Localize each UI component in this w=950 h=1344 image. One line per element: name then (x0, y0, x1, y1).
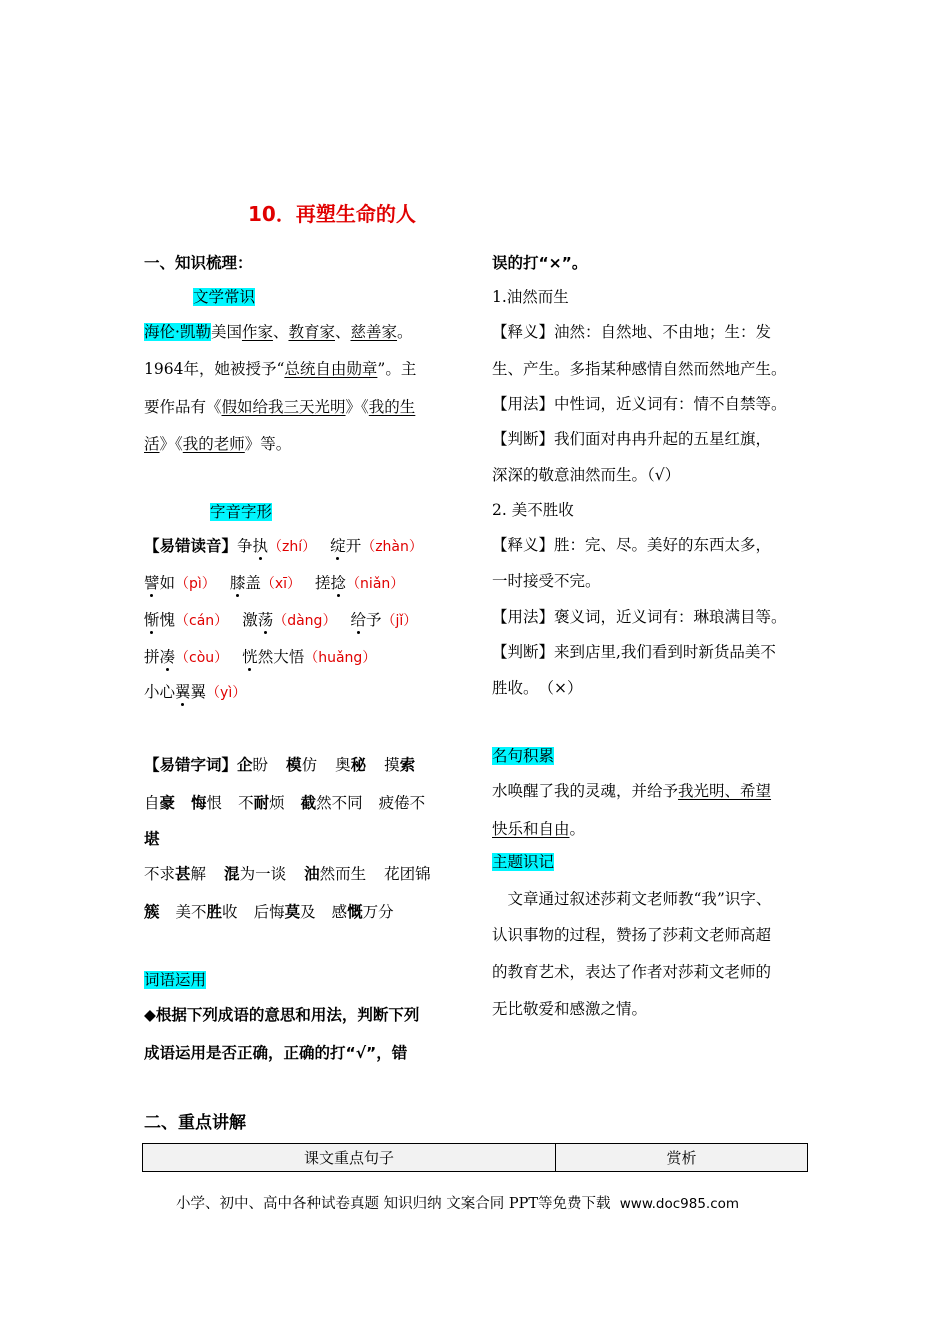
idiom2-judge-1: 【判断】来到店里,我们看到时新货品美不 (492, 643, 776, 661)
bold-char: 企 (237, 756, 253, 774)
dotted-char: 恍 (242, 648, 258, 666)
vocab-instruction-3: 误的打“×”。 (492, 254, 588, 272)
char-item (144, 903, 160, 921)
pron-item: 恍然大悟（huǎng） (242, 648, 377, 666)
pinyin: （jǐ） (381, 613, 418, 629)
dotted-char: 膝 (229, 574, 246, 592)
phonetics-label: 字音字形 (210, 503, 273, 521)
theme-line-4: 无比敬爱和感激之情。 (492, 1000, 648, 1018)
pron-item: 譬如（pì） (144, 574, 216, 592)
footer-website: www.doc985.com (619, 1196, 740, 1212)
pinyin: （dàng） (273, 613, 337, 629)
literature-label: 文学常识 (193, 288, 256, 306)
pinyin: （còu） (175, 650, 229, 666)
pinyin: （zhàn） (361, 539, 423, 555)
author-bio-line2: 1964年，她被授予“总统自由勋章”。主 (144, 360, 417, 378)
char-item: 感慨万分 (331, 903, 394, 921)
theme-line-3: 的教育艺术，表达了作者对莎莉文老师的 (492, 963, 772, 981)
bold-char: 索 (399, 756, 416, 774)
table-header-analysis: 赏析 (556, 1144, 808, 1172)
key-points-table (142, 1143, 808, 1172)
char-item: 不耐烦 (238, 794, 285, 812)
author-bio-line3: 要作品有《假如给我三天光明》《我的生 (144, 398, 416, 416)
bold-char: 莫 (284, 903, 301, 921)
pron-item: 搓捻（niǎn） (315, 574, 405, 592)
char-item: 油然而生 (304, 865, 367, 883)
pron-item: 激荡（dàng） (242, 611, 337, 629)
theme-line-1: 文章通过叙述莎莉文老师教“我”识字、 (492, 890, 772, 908)
section1-heading: 一、知识梳理： (144, 254, 253, 272)
pron-item: 小心翼翼（yì） (144, 683, 247, 701)
char-item: 自豪 (144, 794, 176, 812)
vocab-label: 词语运用 (144, 971, 207, 989)
pron-item: 给予（jǐ） (350, 611, 418, 629)
char-row-2 (144, 792, 425, 814)
pron-row-4 (144, 646, 376, 669)
dotted-char: 执 (252, 537, 269, 555)
bold-char: 豪 (159, 794, 176, 812)
pron-item: 拼凑（còu） (144, 648, 229, 666)
pron-item: 膝盖（xī） (229, 574, 302, 592)
dotted-char: 捻 (330, 574, 347, 592)
dotted-char: 给 (350, 611, 366, 629)
char-item: 奥秘 (335, 756, 367, 774)
pron-item: 绽开（zhàn） (330, 537, 423, 555)
bold-char: 模 (286, 756, 302, 774)
char-row-1: 【易错字词】企盼 模仿 奥秘 摸索 (144, 756, 416, 774)
theme-line-2: 认识事物的过程，赞扬了莎莉文老师高超 (492, 926, 772, 944)
pron-row-1: 【易错读音】争执（zhí） 绽开（zhàn） (144, 537, 423, 555)
bold-char: 耐 (253, 794, 270, 812)
author-name: 海伦·凯勒 (144, 323, 211, 341)
char-item: 模仿 (286, 756, 318, 774)
author-bio-line4: 活》《我的老师》等。 (144, 435, 292, 453)
idiom1-judge-2: 深深的敬意油然而生。（√） (492, 466, 681, 484)
pinyin: （pì） (175, 576, 216, 592)
pron-item: 惭愧（cán） (144, 611, 229, 629)
quote-line-2: 快乐和自由。 (492, 820, 586, 838)
char-item: 美不胜收 (175, 903, 238, 921)
dotted-char: 绽 (330, 537, 346, 555)
bold-char: 慨 (347, 903, 363, 921)
pinyin: （cán） (175, 613, 229, 629)
bold-char: 簇 (144, 903, 160, 921)
idiom2-judge-2: 胜收。 （×） (492, 679, 583, 697)
author-bio-line1: 海伦·凯勒美国作家、教育家、慈善家。 (144, 323, 413, 341)
char-item: 花团锦 (384, 865, 431, 883)
idiom1-usage: 【用法】中性词，近义词有：情不自禁等。 (492, 395, 787, 413)
char-item: 混为一谈 (224, 865, 287, 883)
idiom1-judge-1: 【判断】我们面对冉冉升起的五星红旗， (492, 430, 772, 448)
bold-char: 秘 (350, 756, 367, 774)
dotted-char: 惭 (144, 611, 160, 629)
char-item: 摸索 (384, 756, 416, 774)
char-item: 疲倦不 (378, 794, 426, 812)
quote-line-1: 水唤醒了我的灵魂，并给予我光明、希望 (492, 782, 772, 800)
theme-label: 主题识记 (492, 853, 555, 871)
pinyin: （zhí） (268, 539, 317, 555)
pinyin: （niǎn） (346, 576, 405, 592)
dotted-char: 荡 (257, 611, 274, 629)
vocab-instruction-2: 成语运用是否正确，正确的打“√”，错 (144, 1044, 408, 1062)
bold-char: 油 (304, 865, 320, 883)
pron-row-3 (144, 609, 417, 632)
char-item: 企盼 (237, 756, 269, 774)
idiom2-usage: 【用法】褒义词，近义词有：琳琅满目等。 (492, 608, 787, 626)
quote-label: 名句积累 (492, 747, 555, 765)
pron-row-2 (144, 572, 404, 595)
pinyin: （xī） (260, 576, 302, 592)
char-row-2-wrap: 堪 (144, 830, 160, 848)
pinyin: （yì） (206, 685, 247, 701)
char-item: 悔恨 (191, 794, 223, 812)
dotted-char: 譬 (144, 574, 160, 592)
dotted-char: 翼 (175, 683, 191, 701)
footer (176, 1192, 739, 1213)
page-title: 10．再塑生命的人 (248, 202, 416, 226)
bold-char: 混 (224, 865, 240, 883)
pron-row-5 (144, 681, 246, 704)
footer-text: 小学、初中、高中各种试卷真题 知识归纳 文案合同 PPT等免费下载 (176, 1196, 611, 1212)
pron-item: 争执（zhí） (237, 537, 317, 555)
bold-char: 胜 (206, 903, 223, 921)
idiom2-meaning-2: 一时接受不完。 (492, 572, 601, 590)
bold-char: 悔 (191, 794, 207, 812)
char-item: 不求甚解 (144, 865, 207, 883)
idiom1-title: 1.油然而生 (492, 288, 569, 306)
bold-char: 甚 (175, 865, 191, 883)
idiom1-meaning-2: 生、产生。多指某种感情自然而然地产生。 (492, 360, 787, 378)
pinyin: （huǎng） (304, 650, 377, 666)
idiom2-meaning-1: 【释义】胜：完、尽。美好的东西太多， (492, 536, 772, 554)
char-item: 后悔莫及 (253, 903, 316, 921)
char-row-3 (144, 863, 431, 885)
bold-char: 截 (300, 794, 317, 812)
char-row-4 (144, 901, 394, 923)
section2-heading: 二、重点讲解 (144, 1113, 246, 1133)
idiom2-title: 2. 美不胜收 (492, 501, 574, 519)
vocab-instruction-1: ◆根据下列成语的意思和用法，判断下列 (144, 1006, 420, 1024)
char-item: 截然不同 (300, 794, 363, 812)
dotted-char: 凑 (159, 648, 176, 666)
idiom1-meaning-1: 【释义】油然：自然地、不由地；生：发 (492, 323, 772, 341)
table-header-sentences: 课文重点句子 (143, 1144, 556, 1172)
